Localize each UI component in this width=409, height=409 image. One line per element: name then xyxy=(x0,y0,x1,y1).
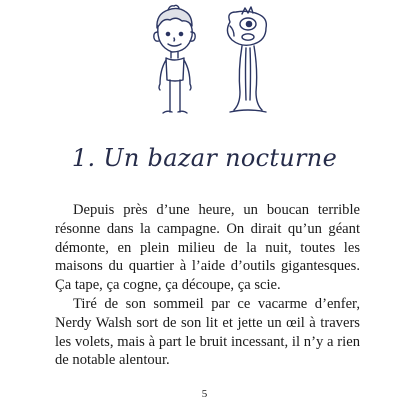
chapter-illustration xyxy=(130,0,290,125)
boy-character-icon xyxy=(154,5,195,113)
paragraph-1: Depuis près d’une heure, un boucan terrible résonne dans la campagne. On dirait qu’un géant démonte, en plein milieu de la nuit, toutes les maisons du quartier à l’aide d’outils gigantesques. Ça tape, ça cogne, ça découpe, ça scie. xyxy=(55,202,360,294)
page-number: 5 xyxy=(201,388,208,400)
body-text xyxy=(55,201,360,370)
chapter-title: 1. Un bazar nocturne xyxy=(71,144,338,172)
one-eyed-creature-icon xyxy=(227,7,266,112)
paragraph-2: Tiré de son sommeil par ce vacarme d’enfer, Nerdy Walsh sort de son lit et jette un œil à travers les volets, mais à part le bruit incessant, il n’y a rien de notable alentour. xyxy=(55,295,360,369)
